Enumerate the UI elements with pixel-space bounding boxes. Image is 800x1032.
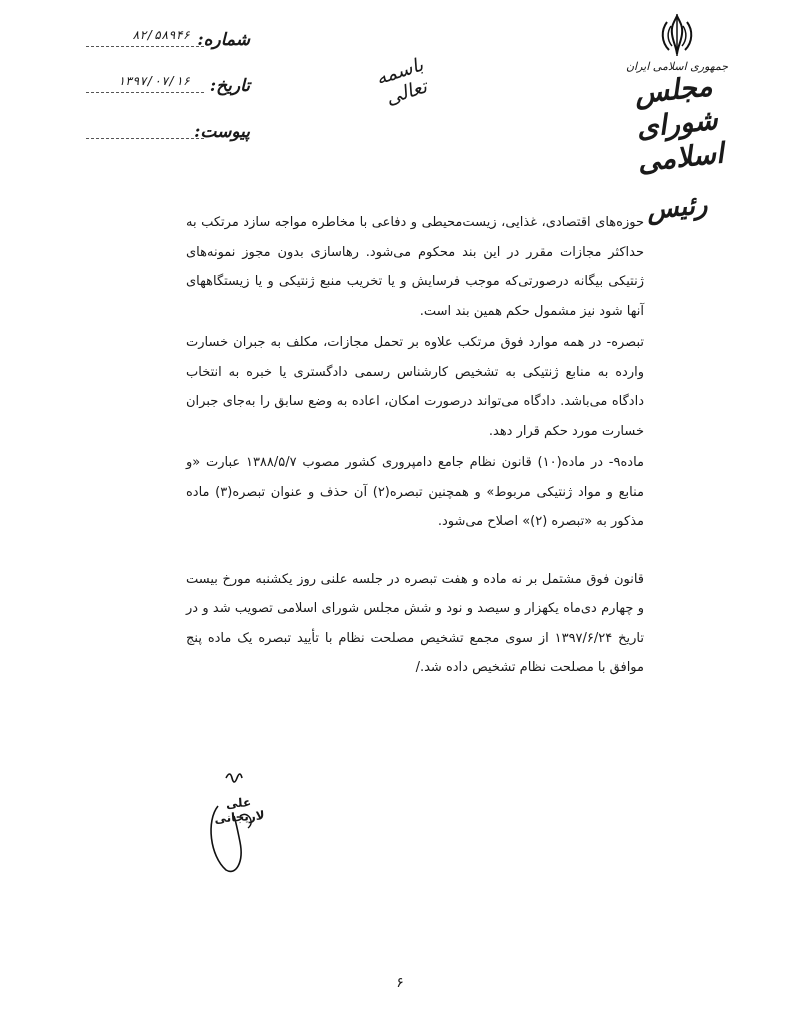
iran-emblem-icon <box>657 12 697 58</box>
signature <box>196 766 276 876</box>
signatory-name: علی لاریجانی <box>213 795 265 826</box>
paragraph-1: حوزه‌های اقتصادی، غذایی، زیست‌محیطی و دفاعی با مخاطره مواجه سازد مرتکب به حداکثر مجازات مقرر در این بند محکوم می‌شود. رهاسازی بدون مجوز نمونه‌های ژنتیکی بیگانه درصورتی‌که موجب فرسایش و یا تخریب منبع ژنتیکی و یا زیستگاههای آنها شود نیز مشمول حکم همین بند است. <box>186 215 644 319</box>
letterhead <box>602 12 752 227</box>
republic-title: جمهوری اسلامی ایران <box>625 60 729 73</box>
majlis-title: مجلس شورای اسلامی <box>632 69 726 179</box>
date-value: ۱۳۹۷/۰۷/۱۶ <box>117 74 190 88</box>
paragraph-3: ماده۹- در ماده(۱۰) قانون نظام جامع دامپروری کشور مصوب ۱۳۸۸/۵/۷ عبارت «و منابع و مواد ژنتیکی مربوط» و همچنین تبصره(۲) آن حذف و عنوان تبصره(۳) ماده مذکور به «تبصره (۲)» اصلاح می‌شود. <box>186 455 645 529</box>
speaker-title: رئیس <box>645 189 709 227</box>
date-label: تاریخ: <box>209 76 250 96</box>
attachment-label: پیوست: <box>194 122 250 142</box>
page-number: ۶ <box>396 975 404 991</box>
number-value: ۸۲/۵۸۹۴۶ <box>132 28 190 42</box>
number-label: شماره: <box>197 30 250 50</box>
bismillah-calligraphy: باسمه تعالی <box>373 53 430 110</box>
paragraph-2: تبصره- در همه موارد فوق مرتکب علاوه بر تحمل مجازات، مکلف به جبران خسارت وارده به منابع ژنتیکی به تشخیص کارشناس رسمی دادگستری یا خبره به انتخاب دادگاه می‌باشد. دادگاه می‌تواند درصورت امکان، اعاده به وضع سابق را به‌جای جبران خسارت مورد حکم قرار دهد. <box>186 335 644 439</box>
paragraph-4: قانون فوق مشتمل بر نه ماده و هفت تبصره در جلسه علنی روز یکشنبه مورخ بیست و چهارم دی‌ماه یکهزار و سیصد و نود و شش مجلس شورای اسلامی تصویب شد و در تاریخ ۱۳۹۷/۶/۲۴ از سوی مجمع تشخیص مصلحت نظام با تأیید تبصره یک ماده پنج موافق با مصلحت نظام تشخیص داده شد./ <box>186 571 645 675</box>
date-field <box>70 76 250 122</box>
number-field <box>70 30 250 76</box>
letter-body <box>186 208 644 685</box>
letter-fields <box>70 30 250 168</box>
attachment-field <box>70 122 250 168</box>
